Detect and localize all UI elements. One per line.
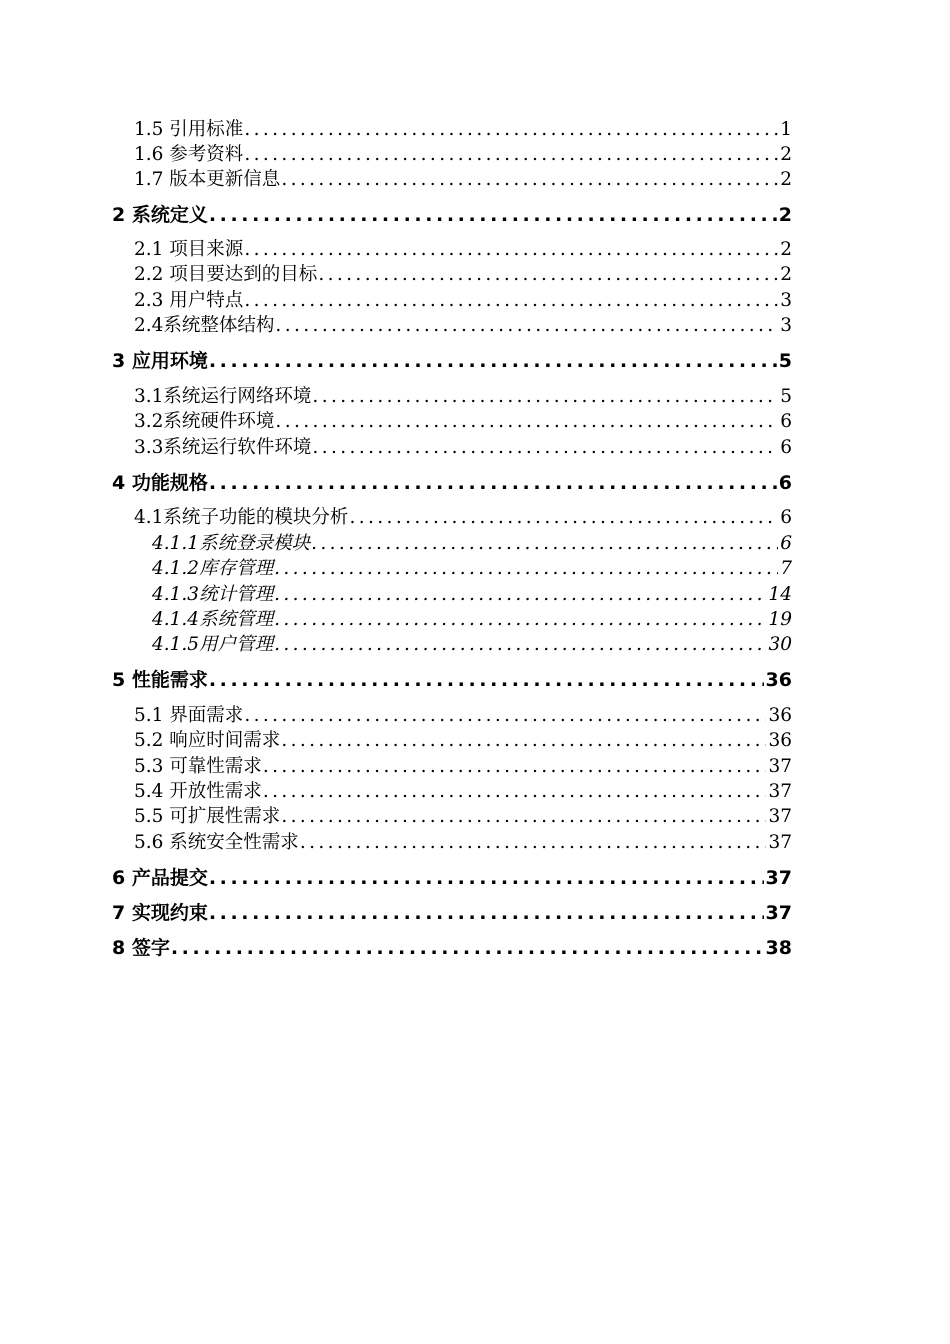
dot-leader <box>274 632 766 657</box>
toc-entry-page: 37 <box>768 832 792 853</box>
toc-entry-page: 37 <box>768 781 792 802</box>
toc-entry[interactable] <box>152 582 792 607</box>
toc-entry-page: 6 <box>780 411 792 432</box>
toc-entry-title: 1.7 版本更新信息 <box>134 169 281 190</box>
dot-leader <box>209 865 764 891</box>
dot-leader <box>209 470 777 496</box>
toc-entry-title: 4.1.4系统管理 <box>152 609 274 630</box>
toc-entry-page: 5 <box>780 386 792 407</box>
toc-entry-page: 14 <box>768 584 792 605</box>
toc-entry[interactable] <box>134 167 792 192</box>
toc-entry-title: 5.6 系统安全性需求 <box>134 832 299 853</box>
dot-leader <box>209 900 764 926</box>
toc-entry-page: 3 <box>780 290 792 311</box>
dot-leader <box>311 531 778 556</box>
toc-entry-title: 3.1系统运行网络环境 <box>134 386 312 407</box>
dot-leader <box>244 142 778 167</box>
toc-entry-page: 7 <box>780 558 792 579</box>
toc-entry-title: 7 实现约束 <box>112 902 208 924</box>
toc-entry-title: 5 性能需求 <box>112 669 208 691</box>
toc-entry[interactable] <box>134 142 792 167</box>
toc-entry-page: 2 <box>778 204 792 226</box>
toc-entry-title: 5.5 可扩展性需求 <box>134 806 281 827</box>
dot-leader <box>274 607 766 632</box>
toc-entry-page: 6 <box>780 533 792 554</box>
toc-entry-title: 2 系统定义 <box>112 204 208 226</box>
toc-entry-page: 36 <box>768 705 792 726</box>
toc-entry[interactable] <box>112 900 792 926</box>
toc-entry[interactable] <box>152 531 792 556</box>
toc-entry[interactable] <box>152 607 792 632</box>
toc-entry[interactable] <box>134 804 792 829</box>
toc-entry-title: 8 签字 <box>112 937 170 959</box>
toc-entry-title: 5.4 开放性需求 <box>134 781 262 802</box>
toc-entry[interactable] <box>112 667 792 693</box>
toc-entry[interactable] <box>134 262 792 287</box>
toc-entry[interactable] <box>134 237 792 262</box>
toc-entry-page: 6 <box>780 507 792 528</box>
toc-entry[interactable] <box>134 728 792 753</box>
toc-entry-title: 5.3 可靠性需求 <box>134 756 262 777</box>
dot-leader <box>275 313 778 338</box>
dot-leader <box>171 935 764 961</box>
toc-entry-page: 37 <box>765 902 792 924</box>
toc-entry[interactable] <box>112 935 792 961</box>
toc-entry-title: 3.2系统硬件环境 <box>134 411 275 432</box>
toc-entry[interactable] <box>152 556 792 581</box>
toc-entry-page: 5 <box>778 350 792 372</box>
toc-entry-title: 5.1 界面需求 <box>134 705 244 726</box>
dot-leader <box>281 728 766 753</box>
toc-entry[interactable] <box>112 865 792 891</box>
toc-entry-title: 2.1 项目来源 <box>134 239 244 260</box>
toc-entry-title: 2.2 项目要达到的目标 <box>134 264 318 285</box>
toc-entry[interactable] <box>134 754 792 779</box>
toc-entry-title: 2.3 用户特点 <box>134 290 244 311</box>
toc-entry[interactable] <box>134 313 792 338</box>
toc-entry[interactable] <box>134 779 792 804</box>
toc-entry[interactable] <box>134 435 792 460</box>
toc-entry-title: 1.6 参考资料 <box>134 144 244 165</box>
toc-entry[interactable] <box>112 202 792 228</box>
dot-leader <box>274 582 766 607</box>
toc-entry-title: 2.4系统整体结构 <box>134 315 275 336</box>
dot-leader <box>312 384 778 409</box>
toc-entry-page: 37 <box>768 756 792 777</box>
toc-entry-page: 30 <box>768 634 792 655</box>
dot-leader <box>244 237 778 262</box>
toc-entry-page: 2 <box>780 264 792 285</box>
toc-entry[interactable] <box>134 703 792 728</box>
toc-entry[interactable] <box>134 409 792 434</box>
toc-entry-page: 36 <box>765 669 792 691</box>
toc-entry-title: 3.3系统运行软件环境 <box>134 437 312 458</box>
toc-entry-title: 6 产品提交 <box>112 867 208 889</box>
dot-leader <box>281 804 766 829</box>
toc-entry-page: 2 <box>780 169 792 190</box>
toc-entry-title: 4 功能规格 <box>112 472 208 494</box>
toc-entry-title: 1.5 引用标准 <box>134 119 244 140</box>
toc-entry-title: 4.1.2库存管理 <box>152 558 274 579</box>
dot-leader <box>263 779 767 804</box>
dot-leader <box>244 703 766 728</box>
toc-entry-page: 36 <box>768 730 792 751</box>
toc-entry[interactable] <box>134 830 792 855</box>
toc-entry-title: 5.2 响应时间需求 <box>134 730 281 751</box>
dot-leader <box>263 754 767 779</box>
dot-leader <box>312 435 778 460</box>
dot-leader <box>300 830 767 855</box>
dot-leader <box>244 117 778 142</box>
toc-entry-title: 4.1.3统计管理 <box>152 584 274 605</box>
toc-entry[interactable] <box>134 288 792 313</box>
toc-entry-page: 2 <box>780 144 792 165</box>
toc-entry-page: 6 <box>778 472 792 494</box>
toc-entry[interactable] <box>112 348 792 374</box>
toc-entry-title: 4.1系统子功能的模块分析 <box>134 507 349 528</box>
toc-entry[interactable] <box>152 632 792 657</box>
dot-leader <box>209 202 777 228</box>
toc-entry-page: 38 <box>765 937 792 959</box>
toc-entry-page: 1 <box>780 119 792 140</box>
dot-leader <box>274 556 778 581</box>
toc-entry-page: 37 <box>765 867 792 889</box>
toc-entry-page: 6 <box>780 437 792 458</box>
toc-entry-page: 37 <box>768 806 792 827</box>
toc-entry-page: 3 <box>780 315 792 336</box>
toc-entry-page: 19 <box>768 609 792 630</box>
dot-leader <box>209 667 764 693</box>
dot-leader <box>244 288 778 313</box>
toc-entry[interactable] <box>134 505 792 530</box>
dot-leader <box>318 262 778 287</box>
toc-entry-title: 4.1.1系统登录模块 <box>152 533 311 554</box>
toc-entry-title: 4.1.5用户管理 <box>152 634 274 655</box>
dot-leader <box>209 348 777 374</box>
dot-leader <box>349 505 778 530</box>
toc-entry[interactable] <box>112 470 792 496</box>
toc-entry[interactable] <box>134 117 792 142</box>
dot-leader <box>281 167 778 192</box>
toc-entry-page: 2 <box>780 239 792 260</box>
dot-leader <box>275 409 778 434</box>
toc-entry-title: 3 应用环境 <box>112 350 208 372</box>
toc-entry[interactable] <box>134 384 792 409</box>
